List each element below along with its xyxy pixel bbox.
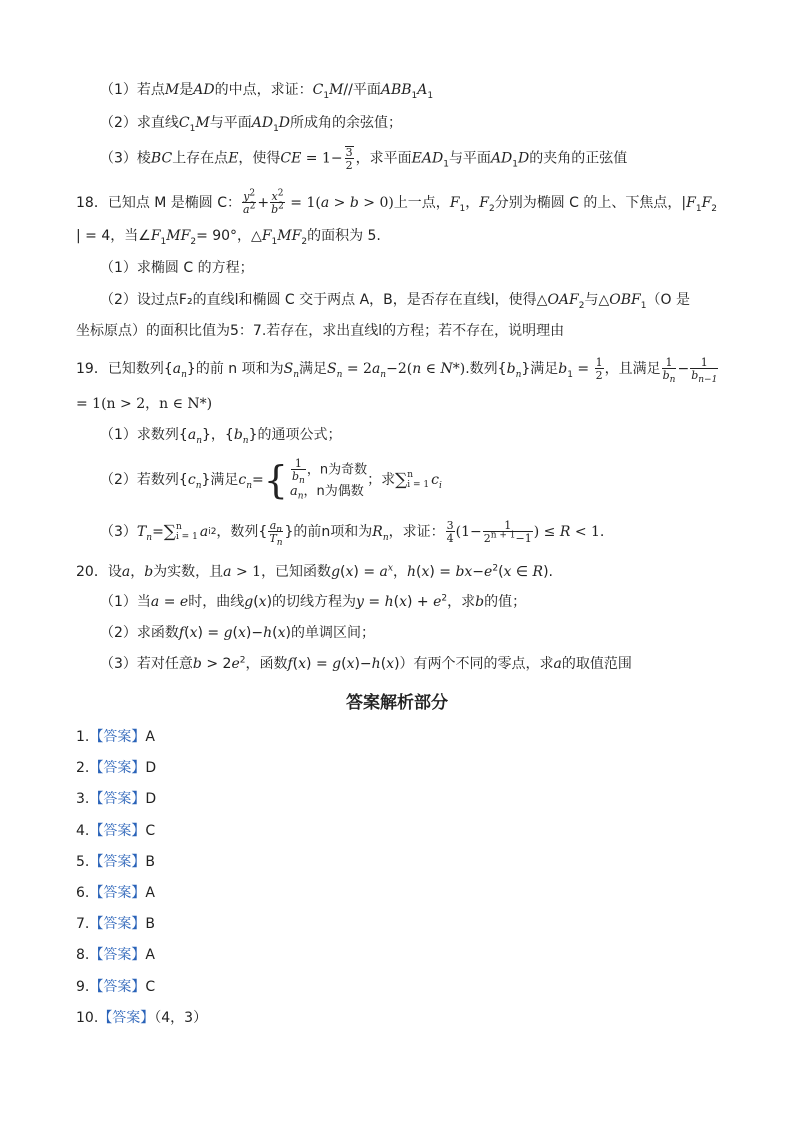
answer-tag: 【答案】 [89,729,146,745]
q18-part1: （1）求椭圆 C 的方程； [100,260,254,276]
section-title: 答案解析部分 [346,693,448,713]
q18-line2: | = 4，当$\angle F_1MF_2= 90^\circ$，$\triangle F_1MF_2$的面积为 5. [76,228,381,247]
answer-value: A [145,885,155,901]
answer-number: 10. [76,1009,99,1026]
answer-number: 7. [76,916,90,933]
answer-value: C [145,978,156,995]
answer-item [76,977,155,997]
answer-value: B [145,853,155,870]
q20-part1: （1）当a = e时，曲线g(x)的切线方程为$y = h(x) + e^2$，求b的值； [100,593,527,610]
answer-item [76,789,156,809]
answer-number: 2. [76,760,90,777]
q18-part2: （2）设过点F₂的直线l和椭圆 C 交于两点 A，B，是否存在直线l，使得$\triangle OAF_2$与$\triangle OBF_1(O$ 是 [100,292,690,311]
q19-line2: = 1(n > 2，n ∈ N*) [76,396,213,412]
answer-value: A [145,729,155,745]
q20-part2: （2）求函数f(x) = g(x)−h(x)的单调区间； [100,625,375,641]
answer-number: 4. [76,822,90,839]
answer-value: D [145,760,157,777]
answer-tag: 【答案】 [89,822,146,839]
answer-number: 9. [76,978,90,995]
answer-value: A [145,947,155,964]
q18-part2-cont: 坐标原点）的面积比值为5：7.若存在，求出直线l的方程；若不存在，说明理由 [76,323,565,339]
q19-part3: （3） $T_n$ = ∑ n i = 1 a i 2 ，数列 { $\frac{a_n}{T_n}$ } 的前n项和为 $R_n$ ，求证： $\frac{3}{4}$ (1− $\frac{1}{2^{n + 1}-1}$ ) ≤ R < 1. [100,519,605,549]
answer-number: 6. [76,885,90,901]
q20-part3: （3）若对任意$b > 2e^2$，函数f(x) = g(x)−h(x)）有两个不同的零点，求a的取值范围 [100,655,632,672]
answer-item [76,758,156,778]
q17-part1: （1）若点M是AD的中点，求证：$C_1M//$平面$ABB_1A_1$ [100,82,434,101]
q17-part3: （3）棱BC上存在点E，使得CE = 1− $\frac{3}{2}$ ，求平面$EAD_1$与平面$AD_1D$的夹角的正弦值 [100,146,628,172]
answer-item [76,883,155,903]
answer-item [76,945,155,965]
answer-value: C [145,822,156,839]
answer-tag: 【答案】 [89,916,146,933]
answer-number: 8. [76,947,90,964]
answer-item [76,1008,207,1028]
answer-number: 1. [76,729,90,745]
q19-part1: （1）求数列$\{a_n\}$，$\{b_n\}$的通项公式； [100,427,342,446]
answer-item [76,727,155,747]
answer-value: （4，3） [154,1009,208,1026]
q17-part2: （2）求直线$C_1M$与平面$AD_1D$所成角的余弦值； [100,115,403,134]
answer-value: B [145,916,155,933]
answer-tag: 【答案】 [89,947,146,964]
answer-number: 5. [76,853,90,870]
answer-value: D [145,791,157,808]
answer-item [76,914,155,934]
q20-line1: 20．设a，b为实数，且a > 1，已知函数$g(x) = a^x$，$h(x) = bx-e^2(x$ ∈ R). [76,563,554,580]
q19-line1: 19．已知数列$\{a_n\}$的前 n 项和为$S_n$满足$S_n = 2a_n-2(n$ ∈ N*).数列$\{b_n\}$满足$b_1$ = $\frac{1}{2}$ ，且满足 $\frac{1}{b_n}$ − $\frac{1}{b_{n-1}}$ [76,356,718,386]
answer-number: 3. [76,791,90,808]
q18-line1: 18．已知点 M 是椭圆 C： $\frac{y^2}{a^2}$ + $\frac{x^2}{b^2}$ = 1(a > b > 0)上一点，$F_1$，$F_2$分别为椭圆 C 的上、下焦点，$|F_1F_2$ [76,188,718,216]
answer-tag: 【答案】 [89,885,146,901]
answer-tag: 【答案】 [89,760,146,777]
q19-part2: （2）若数列 { $c_n$ } 满足 $c_n$ = { $\frac{1}{b_n}$ ，n为奇数 $a_n$，n为偶数 ；求 ∑ n i = 1 $c_i$ [100,457,442,502]
answer-tag: 【答案】 [89,853,146,870]
answer-tag: 【答案】 [89,791,146,808]
answer-item [76,821,155,841]
answer-tag: 【答案】 [98,1009,155,1026]
answer-item [76,852,155,872]
answer-tag: 【答案】 [89,978,146,995]
